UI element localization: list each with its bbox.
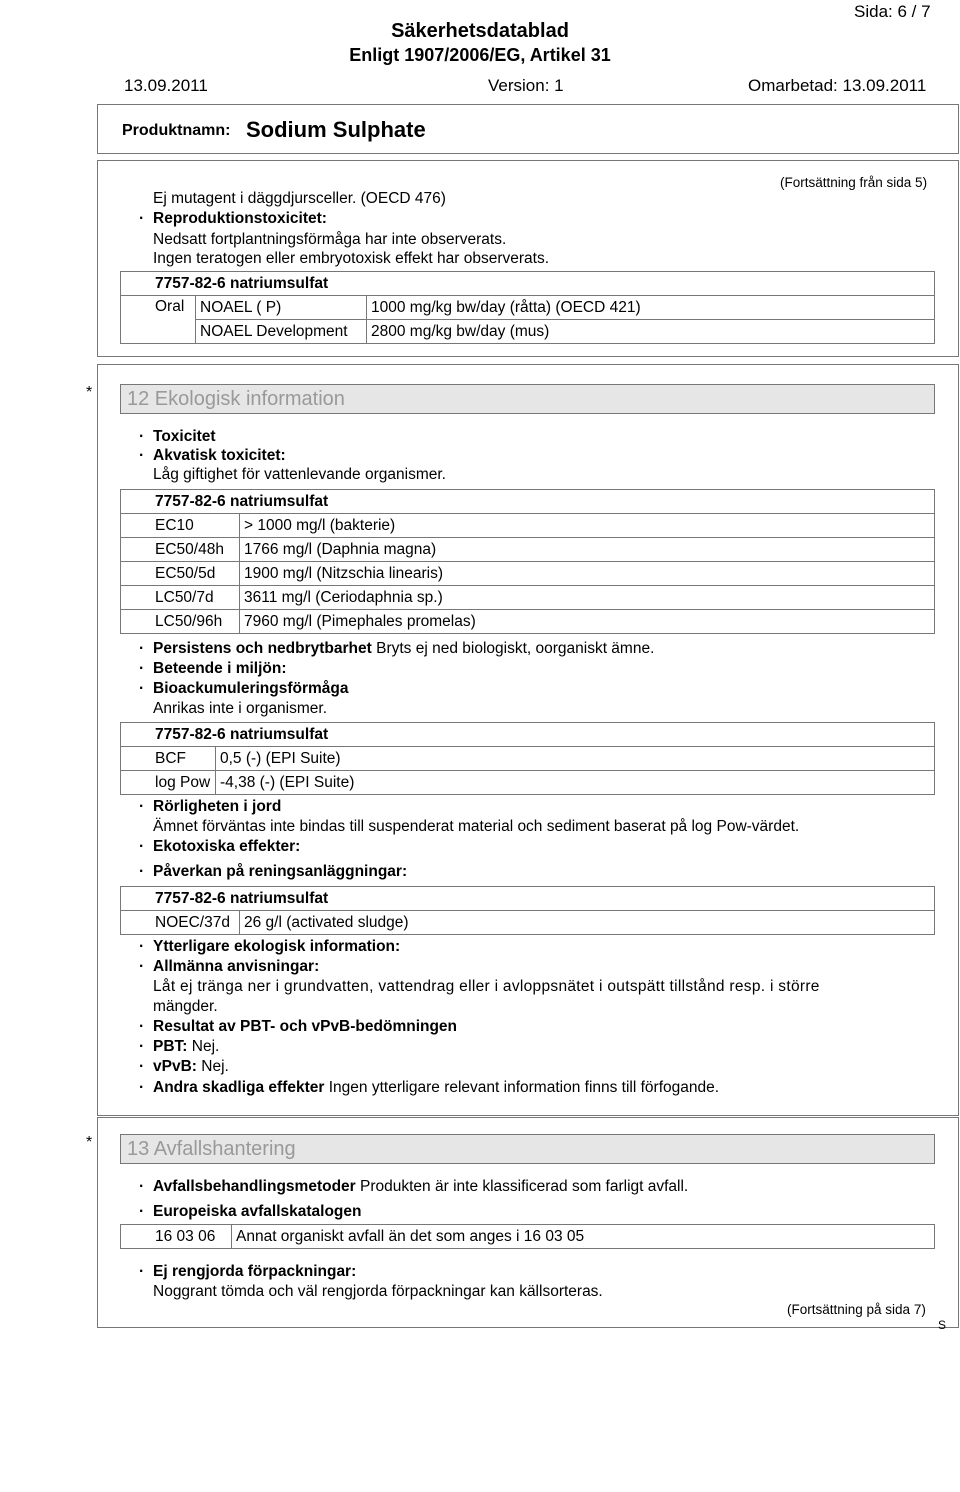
value-cell: 0,5 (-) (EPI Suite) (216, 747, 935, 771)
toxicitet-label: · Toxicitet (153, 428, 216, 446)
version: Version: 1 (488, 76, 564, 95)
param-cell: EC50/5d (121, 562, 240, 586)
section-13-title: 13 Avfallshantering (120, 1134, 935, 1164)
tox-table (120, 489, 935, 634)
value-cell: 26 g/l (activated sludge) (240, 911, 935, 935)
tox-table-header: 7757-82-6 natriumsulfat (121, 490, 935, 514)
waste-code: 16 03 06 (121, 1225, 232, 1249)
page-number: Sida: 6 / 7 (854, 2, 931, 21)
waste-table (120, 1224, 935, 1249)
ytterligare-label: · Ytterligare ekologisk information: (153, 938, 400, 956)
table-row (121, 911, 935, 935)
param-cell: EC50/48h (121, 538, 240, 562)
bio-table (120, 722, 935, 795)
rorlighet-label: · Rörligheten i jord (153, 798, 281, 816)
value-cell: 7960 mg/l (Pimephales promelas) (240, 610, 935, 634)
pbt-result-label: · Resultat av PBT- och vPvB-bedömningen (153, 1018, 457, 1036)
paverkan-label: · Påverkan på reningsanläggningar: (153, 863, 407, 881)
vpvb-line (153, 1058, 229, 1076)
param-cell: NOAEL Development (196, 320, 367, 344)
beteende-label: · Beteende i miljön: (153, 660, 287, 678)
mutagen-text: Ej mutagent i däggdjursceller. (OECD 476) (153, 190, 446, 207)
table-row (121, 562, 935, 586)
ren-table-header: 7757-82-6 natriumsulfat (121, 887, 935, 911)
changed-marker: * (86, 384, 93, 401)
table-row (121, 538, 935, 562)
param-cell: NOEC/37d (121, 911, 240, 935)
allmanna-text-1: Låt ej tränga ner i grundvatten, vattendrag eller i avloppsnätet i outspätt tillstånd resp. i större (153, 978, 820, 995)
repro-text-2: Ingen teratogen eller embryotoxisk effekt har observerats. (153, 250, 550, 267)
value-cell: -4,38 (-) (EPI Suite) (216, 771, 935, 795)
vpvb-value: Nej. (201, 1058, 229, 1075)
table-row (121, 747, 935, 771)
andra-label: Andra skadliga effekter (153, 1079, 325, 1096)
table-row (121, 514, 935, 538)
param-cell: BCF (121, 747, 216, 771)
value-cell: 1000 mg/kg bw/day (råtta) (OECD 421) (367, 296, 935, 320)
repro-label: · Reproduktionstoxicitet: (153, 210, 327, 228)
revised-date: Omarbetad: 13.09.2011 (748, 76, 927, 95)
katalog-label: · Europeiska avfallskatalogen (153, 1203, 361, 1221)
allmanna-text-2: mängder. (153, 998, 218, 1015)
value-cell: 1900 mg/l (Nitzschia linearis) (240, 562, 935, 586)
document-subtitle: Enligt 1907/2006/EG, Artikel 31 (349, 45, 611, 65)
ej-rengjorda-text: Noggrant tömda och väl rengjorda förpackningar kan källsorteras. (153, 1283, 603, 1300)
metoder-line (153, 1178, 688, 1196)
document-title: Säkerhetsdatablad (391, 20, 569, 42)
bio-table-header: 7757-82-6 natriumsulfat (121, 723, 935, 747)
pbt-label: PBT: (153, 1038, 188, 1055)
continued-from: (Fortsättning från sida 5) (780, 175, 928, 190)
table-row (121, 1225, 935, 1249)
andra-line (153, 1079, 719, 1097)
param-cell: LC50/7d (121, 586, 240, 610)
pbt-value: Nej. (191, 1038, 220, 1055)
table-row (121, 586, 935, 610)
value-cell: > 1000 mg/l (bakterie) (240, 514, 935, 538)
table-row (121, 320, 935, 344)
value-cell: 3611 mg/l (Ceriodaphnia sp.) (240, 586, 935, 610)
persistens-label: Persistens och nedbrytbarhet (153, 640, 372, 657)
footer-mark: S (938, 1318, 947, 1332)
waste-description: Annat organiskt avfall än det som anges i 16 03 05 (232, 1225, 935, 1249)
print-date: 13.09.2011 (124, 76, 208, 95)
allmanna-label: · Allmänna anvisningar: (153, 958, 319, 976)
metoder-label: Avfallsbehandlingsmetoder (153, 1178, 356, 1195)
route-cell: Oral (121, 296, 196, 344)
repro-text-1: Nedsatt fortplantningsförmåga har inte observerats. (153, 231, 507, 248)
table-row (121, 771, 935, 795)
product-name-box (97, 104, 959, 154)
ekotox-label: · Ekotoxiska effekter: (153, 838, 300, 856)
param-cell: EC10 (121, 514, 240, 538)
repro-table-header: 7757-82-6 natriumsulfat (121, 272, 935, 296)
rorlighet-text: Ämnet förväntas inte bindas till suspenderat material och sediment baserat på log Pow-värdet. (153, 818, 800, 835)
product-name: Sodium Sulphate (246, 117, 426, 142)
vpvb-label: vPvB: (153, 1058, 197, 1075)
pbt-line (153, 1038, 219, 1056)
continued-to: (Fortsättning på sida 7) (787, 1302, 926, 1317)
repro-table (120, 271, 935, 344)
akvatisk-text: Låg giftighet för vattenlevande organismer. (153, 466, 446, 483)
table-row (121, 610, 935, 634)
param-cell: log Pow (121, 771, 216, 795)
akvatisk-label: · Akvatisk toxicitet: (153, 447, 286, 465)
metoder-text: Produkten är inte klassificerad som farligt avfall. (360, 1178, 689, 1195)
value-cell: 1766 mg/l (Daphnia magna) (240, 538, 935, 562)
persistens-line (153, 640, 654, 658)
param-cell: LC50/96h (121, 610, 240, 634)
ej-rengjorda-label: · Ej rengjorda förpackningar: (153, 1263, 356, 1281)
ren-table (120, 886, 935, 935)
bioack-text: Anrikas inte i organismer. (153, 700, 328, 717)
andra-text: Ingen ytterligare relevant information finns till förfogande. (328, 1079, 720, 1096)
product-label: Produktnamn: (122, 122, 231, 139)
section-12-title: 12 Ekologisk information (120, 384, 935, 414)
param-cell: NOAEL ( P) (196, 296, 367, 320)
value-cell: 2800 mg/kg bw/day (mus) (367, 320, 935, 344)
changed-marker: * (86, 1134, 93, 1151)
table-row (121, 296, 935, 320)
persistens-text: Bryts ej ned biologiskt, oorganiskt ämne. (376, 640, 655, 657)
bioack-label: · Bioackumuleringsförmåga (153, 680, 349, 698)
